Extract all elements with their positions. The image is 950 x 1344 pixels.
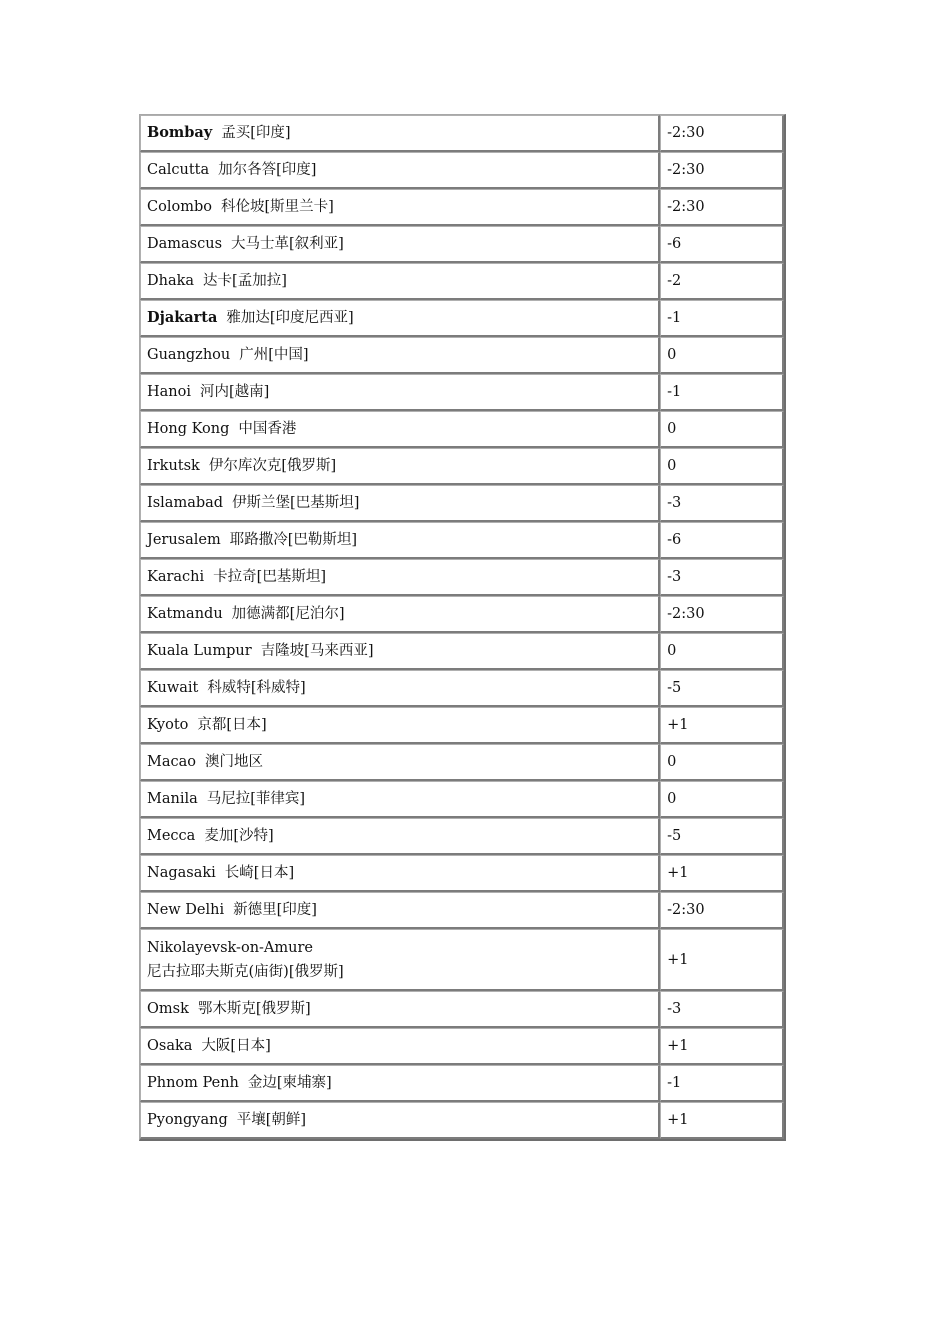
city-name-chinese: 京都[日本]	[197, 717, 267, 733]
city-name-english: Damascus	[147, 236, 223, 252]
city-name-english: Phnom Penh	[147, 1075, 239, 1091]
table-row	[140, 818, 784, 855]
city-name-chinese: 麦加[沙特]	[204, 828, 274, 844]
city-name-chinese: 长崎[日本]	[224, 865, 295, 881]
time-offset-cell: +1	[660, 855, 784, 892]
city-name-english: Hong Kong	[147, 421, 230, 437]
table-row	[140, 263, 784, 300]
city-cell	[140, 152, 660, 189]
city-cell	[140, 300, 660, 337]
city-name-english: Calcutta	[147, 162, 210, 178]
time-offset-cell: 0	[660, 337, 784, 374]
city-cell	[140, 744, 660, 781]
table-row	[140, 892, 784, 929]
city-name-chinese: 大阪[日本]	[201, 1038, 271, 1054]
time-offset-cell: -2:30	[660, 189, 784, 226]
city-name-english: Nikolayevsk-on-Amure	[147, 939, 313, 956]
time-offset-cell: -2:30	[660, 892, 784, 929]
table-row	[140, 744, 784, 781]
time-offset-cell: -5	[660, 670, 784, 707]
time-offset-cell: 0	[660, 781, 784, 818]
city-name-english: Djakarta	[147, 309, 218, 326]
city-name-english: Manila	[147, 791, 198, 807]
table-row	[140, 707, 784, 744]
table-row	[140, 300, 784, 337]
city-name-chinese: 耶路撒冷[巴勒斯坦]	[229, 532, 358, 548]
city-cell	[140, 374, 660, 411]
city-cell	[140, 892, 660, 929]
city-name-english: Osaka	[147, 1038, 193, 1054]
city-name-chinese: 科威特[科威特]	[207, 680, 306, 696]
time-offset-cell: -1	[660, 1065, 784, 1102]
time-offset-cell: -2	[660, 263, 784, 300]
time-offset-cell: -3	[660, 485, 784, 522]
city-cell	[140, 596, 660, 633]
table-row	[140, 337, 784, 374]
city-name-chinese: 达卡[孟加拉]	[203, 273, 287, 289]
city-cell	[140, 226, 660, 263]
time-offset-cell: -3	[660, 559, 784, 596]
timezone-table-body	[140, 115, 784, 1139]
time-offset-cell: -2:30	[660, 152, 784, 189]
city-name-english: Katmandu	[147, 606, 223, 622]
time-offset-cell: -2:30	[660, 596, 784, 633]
city-name-chinese: 卡拉奇[巴基斯坦]	[213, 569, 326, 585]
city-name-chinese: 鄂木斯克[俄罗斯]	[197, 1001, 311, 1017]
city-name-chinese: 吉隆坡[马来西亚]	[260, 643, 374, 659]
table-row	[140, 448, 784, 485]
city-name-english: Bombay	[147, 124, 213, 141]
time-offset-cell: +1	[660, 1028, 784, 1065]
city-name-chinese: 新德里[印度]	[233, 902, 317, 918]
city-cell	[140, 115, 660, 152]
time-offset-cell: -6	[660, 522, 784, 559]
table-row	[140, 1028, 784, 1065]
city-name-chinese: 金边[柬埔寨]	[247, 1075, 332, 1091]
city-cell	[140, 522, 660, 559]
city-name-chinese: 孟买[印度]	[221, 125, 291, 141]
city-name-chinese: 河内[越南]	[200, 384, 270, 400]
table-row	[140, 411, 784, 448]
city-cell	[140, 189, 660, 226]
city-cell	[140, 707, 660, 744]
city-name-english: Nagasaki	[147, 865, 216, 881]
table-row	[140, 485, 784, 522]
city-name-english: Macao	[147, 754, 196, 770]
time-offset-cell: +1	[660, 707, 784, 744]
timezone-table	[139, 114, 786, 1141]
city-name-english: Islamabad	[147, 495, 224, 511]
city-name-english: Jerusalem	[147, 532, 221, 548]
time-offset-cell: -2:30	[660, 115, 784, 152]
city-name-english: Hanoi	[147, 384, 191, 400]
city-name-english: Kuwait	[147, 680, 199, 696]
city-cell	[140, 855, 660, 892]
time-offset-cell: -1	[660, 374, 784, 411]
table-row	[140, 115, 784, 152]
city-cell	[140, 559, 660, 596]
time-offset-cell: 0	[660, 448, 784, 485]
city-cell	[140, 1028, 660, 1065]
city-name-chinese: 澳门地区	[205, 754, 263, 770]
city-name-chinese: 伊尔库次克[俄罗斯]	[208, 458, 337, 474]
city-cell	[140, 411, 660, 448]
city-name-english: Guangzhou	[147, 347, 231, 363]
city-name-english: Irkutsk	[147, 458, 200, 474]
city-name-chinese: 中国香港	[238, 421, 297, 437]
city-name-english: Mecca	[147, 828, 196, 844]
table-row	[140, 633, 784, 670]
city-name-chinese: 雅加达[印度尼西亚]	[226, 310, 354, 326]
city-name-chinese: 伊斯兰堡[巴基斯坦]	[232, 495, 360, 511]
city-cell	[140, 670, 660, 707]
time-offset-cell: 0	[660, 411, 784, 448]
city-cell	[140, 991, 660, 1028]
time-offset-cell: -6	[660, 226, 784, 263]
city-name-chinese: 科伦坡[斯里兰卡]	[220, 199, 334, 215]
time-offset-cell: 0	[660, 744, 784, 781]
table-row	[140, 596, 784, 633]
table-row	[140, 374, 784, 411]
table-row	[140, 670, 784, 707]
city-cell	[140, 633, 660, 670]
table-row	[140, 522, 784, 559]
city-name-chinese: 大马士革[叙利亚]	[231, 236, 344, 252]
time-offset-cell: -1	[660, 300, 784, 337]
table-row	[140, 781, 784, 818]
city-cell	[140, 1102, 660, 1139]
table-row	[140, 559, 784, 596]
city-name-chinese: 尼古拉耶夫斯克(庙街)[俄罗斯]	[147, 963, 344, 980]
table-row	[140, 1102, 784, 1139]
city-name-english: Karachi	[147, 569, 205, 585]
city-cell	[140, 448, 660, 485]
city-cell	[140, 1065, 660, 1102]
city-name-chinese: 马尼拉[菲律宾]	[206, 791, 306, 807]
table-row	[140, 855, 784, 892]
city-name-chinese: 加尔各答[印度]	[218, 162, 317, 178]
city-name-english: New Delhi	[147, 902, 225, 918]
city-cell	[140, 818, 660, 855]
table-row	[140, 189, 784, 226]
city-name-english: Kuala Lumpur	[147, 643, 252, 659]
city-name-english: Dhaka	[147, 273, 195, 289]
table-row	[140, 1065, 784, 1102]
city-cell	[140, 929, 660, 991]
table-row	[140, 991, 784, 1028]
city-name-chinese: 加德满都[尼泊尔]	[231, 606, 345, 622]
city-name-english: Pyongyang	[147, 1112, 228, 1128]
city-cell	[140, 337, 660, 374]
city-name-english: Colombo	[147, 199, 212, 215]
city-name-chinese: 平壤[朝鲜]	[236, 1112, 307, 1128]
city-name-english: Kyoto	[147, 717, 189, 733]
city-cell	[140, 781, 660, 818]
city-cell	[140, 263, 660, 300]
table-row	[140, 226, 784, 263]
city-cell	[140, 485, 660, 522]
city-name-chinese: 广州[中国]	[239, 347, 309, 363]
table-row	[140, 152, 784, 189]
table-row	[140, 929, 784, 991]
city-name-english: Omsk	[147, 1001, 189, 1017]
time-offset-cell: +1	[660, 1102, 784, 1139]
time-offset-cell: 0	[660, 633, 784, 670]
time-offset-cell: -5	[660, 818, 784, 855]
time-offset-cell: -3	[660, 991, 784, 1028]
time-offset-cell: +1	[660, 929, 784, 991]
